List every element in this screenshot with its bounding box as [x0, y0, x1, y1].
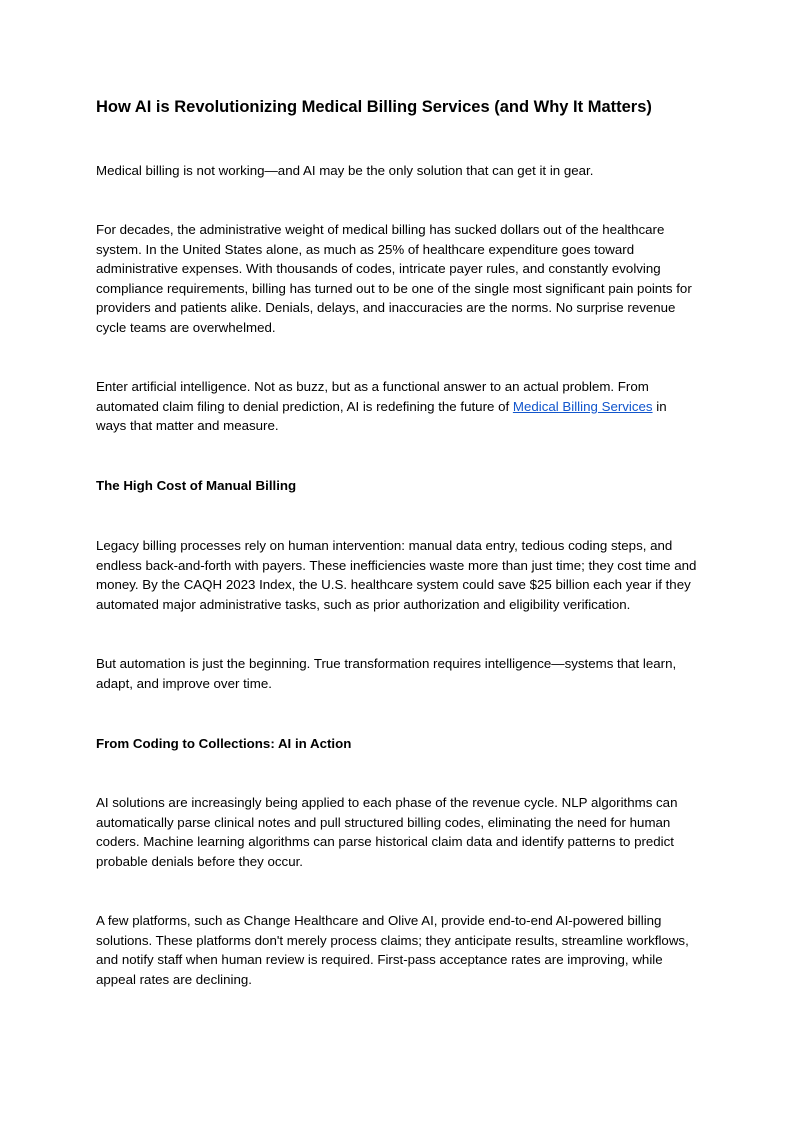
paragraph-platforms: A few platforms, such as Change Healthcare and Olive AI, provide end-to-end AI-powered billing solutions. These platforms don't merely process claims; they anticipate results, streamline workflows, and notify staff when human review is required. First-pass acceptance rates are improving, while appeal rates are declining. [96, 913, 689, 987]
paragraph-text-after-link: in ways that matter and measure. [96, 398, 667, 434]
paragraph-enter-ai [96, 377, 700, 436]
section-heading-coding-to-collections: From Coding to Collections: AI in Action [96, 736, 352, 751]
section-heading-high-cost: The High Cost of Manual Billing [96, 478, 297, 493]
paragraph-text-before-link: Enter artificial intelligence. Not as buzz, but as a functional answer to an actual problem. From automated claim filing to denial prediction, AI is redefining the future of [96, 379, 649, 414]
intro-paragraph: Medical billing is not working—and AI may be the only solution that can get it in gear. [96, 163, 594, 178]
paragraph-administrative-weight: For decades, the administrative weight of medical billing has sucked dollars out of the healthcare system. In the United States alone, as much as 25% of healthcare expenditure goes toward administrative expenses. With thousands of codes, intricate payer rules, and constantly evolving compliance requirements, billing has turned out to be one of the single most significant pain points for providers and patients alike. Denials, delays, and inaccuracies are the norms. No surprise revenue cycle teams are overwhelmed. [96, 222, 692, 335]
paragraph-automation-beginning: But automation is just the beginning. True transformation requires intelligence—systems that learn, adapt, and improve over time. [96, 656, 677, 691]
paragraph-legacy-billing: Legacy billing processes rely on human intervention: manual data entry, tedious coding steps, and endless back-and-forth with payers. These inefficiencies waste more than just time; they cost time and money. By the CAQH 2023 Index, the U.S. healthcare system could save $25 billion each year if they automated major administrative tasks, such as prior authorization and eligibility verification. [96, 538, 697, 612]
medical-billing-services-link[interactable]: Medical Billing Services [512, 398, 653, 414]
page-title: How AI is Revolutionizing Medical Billing Services (and Why It Matters) [96, 98, 652, 116]
paragraph-ai-solutions: AI solutions are increasingly being applied to each phase of the revenue cycle. NLP algorithms can automatically parse clinical notes and pull structured billing codes, eliminating the need for human coders. Machine learning algorithms can parse historical claim data and identify patterns to predict probable denials before they occur. [96, 795, 678, 869]
